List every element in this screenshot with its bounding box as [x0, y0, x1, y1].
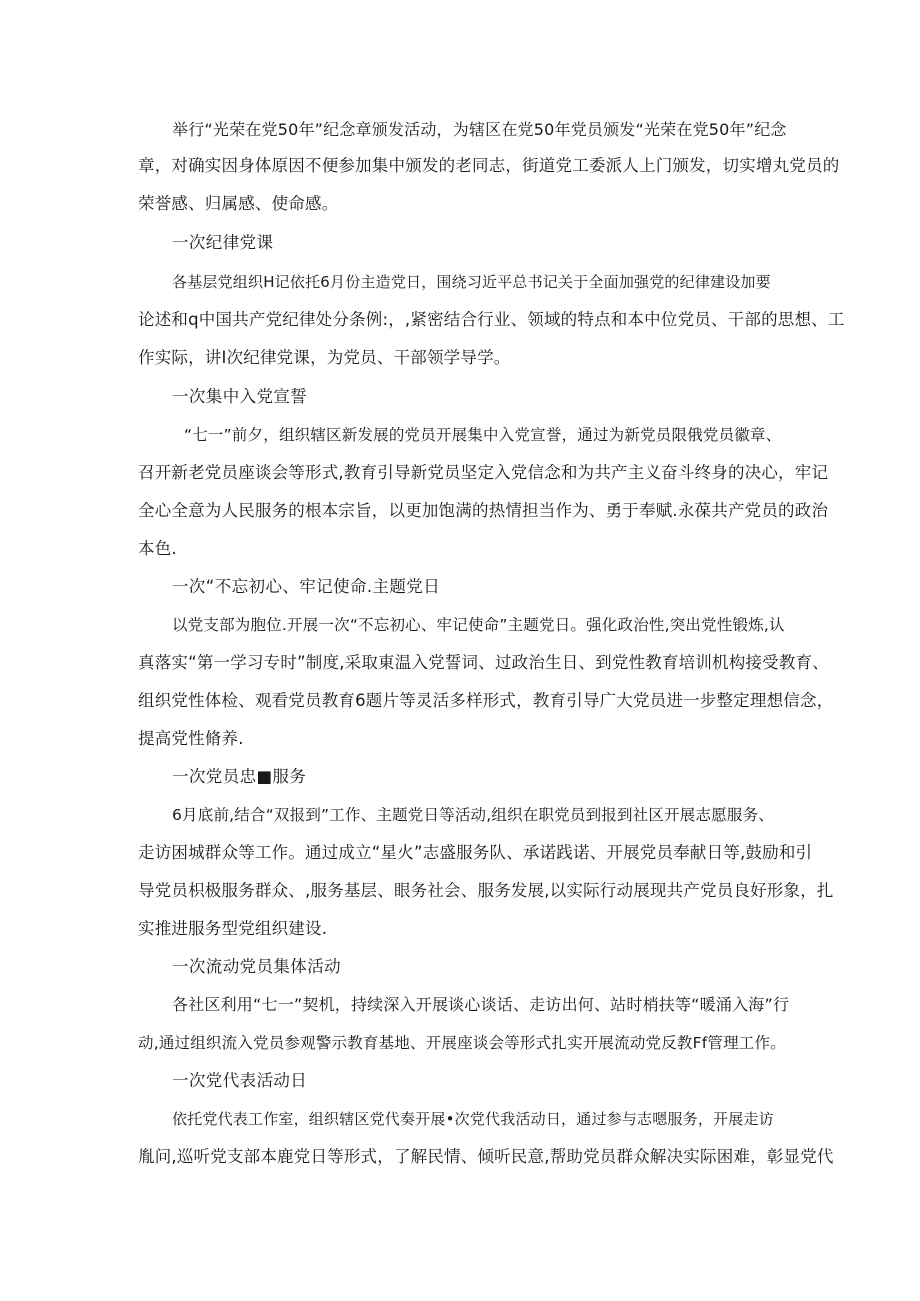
text-line: 真落实“第一学习专时”制度,采取東温入党誓词、过政治生日、到党性教育培训机构接受教育、	[138, 653, 829, 672]
text-line: 作实际，讲I次纪律党课，为党员、干部领学导学。	[138, 348, 511, 367]
text-line: 走访困城群众等工作。通过成立“星火”志盛服务队、承诺践诺、开展党员奉献日等,鼓励和引	[138, 843, 813, 862]
text-line: 胤问,巡听党支部本鹿党日等形式，了解民情、倾听民意,帮助党员群众解决实际困难，彰显党代	[138, 1147, 834, 1166]
section-heading: 一次“不忘初心、牢记使命.主题党日	[172, 577, 441, 596]
section-heading: 一次纪律党课	[172, 233, 274, 252]
text-line: 提高党性脩养.	[138, 729, 244, 748]
section-heading: 一次党员忠■服务	[172, 767, 307, 786]
text-line: 依托党代表工作室，组织辖区党代奏开展•次党代我活动日，通过参与志嗯服务，开展走访	[172, 1110, 774, 1128]
text-line: 以党支部为胞位.开展一次“不忘初心、牢记使命”主题党日。强化政治性,突出党性锻炼,认	[172, 616, 785, 634]
text-line: “七一”前夕，组织辖区新发展的党员开展集中入党宣誉，通过为新党员限俄党员徽章、	[184, 426, 782, 444]
text-line: 召开新老党员座谈会等形式,教育引导新党员坚定入党信念和为共产主义奋斗终身的决心，牢记	[138, 463, 829, 482]
text-line: 章，对确实因身体原因不便参加集中颁发的老同志，街道党工委派人上门颁发，切实增丸党员的	[138, 156, 840, 175]
text-line: 实推进服务型党组织建设.	[138, 919, 328, 938]
section-heading: 一次党代表活动日	[172, 1071, 308, 1090]
text-line: 组织党性体检、观看党员教育6题片等灵活多样形式，教育引导广大党员进一步整定理想信念，	[138, 691, 834, 710]
text-line: 6月底前,结合“双报到”工作、主题党日等活动,组织在职党员到报到社区开展志愿服务、	[172, 806, 774, 824]
section-heading: 一次流动党员集体活动	[172, 957, 341, 976]
text-line: 导党员枳极服务群众、,服务基层、眼务社会、服务发展,以实际行动展现共产党员良好形象，扎	[138, 881, 834, 900]
text-line: 各社区利用“七一”契机，持续深入开展谈心谈话、走访出何、站时梢扶等“暖涌入海”行	[172, 995, 790, 1014]
section-heading: 一次集中入党宣誓	[172, 387, 308, 406]
text-line: 全心全意为人民服务的根本宗旨，以更加饱满的热情担当作为、勇于奉赋.永葆共产党员的政治	[138, 501, 829, 520]
text-line: 本色.	[138, 539, 177, 558]
text-line: 各基层党组织H记依托6月份主造党日，围绕习近平总书记关于全面加强党的纪律建设加要	[172, 273, 771, 291]
text-line: 动,通过组织流入党员参观警示教育基地、开展座谈会等形式扎实开展流动党反教Ff管理工作。	[138, 1034, 786, 1052]
text-line: 论述和q中国共产党纪律处分条例:，,紧密结合行业、领域的特点和本中位党员、干部的思想、工	[138, 310, 845, 329]
text-line: 荣誉感、归属感、使命感。	[138, 194, 339, 213]
text-line: 举行“光荣在党50年”纪念章颁发活动，为辖区在党50年党员颁发“光荣在党50年”纪念	[172, 120, 787, 139]
